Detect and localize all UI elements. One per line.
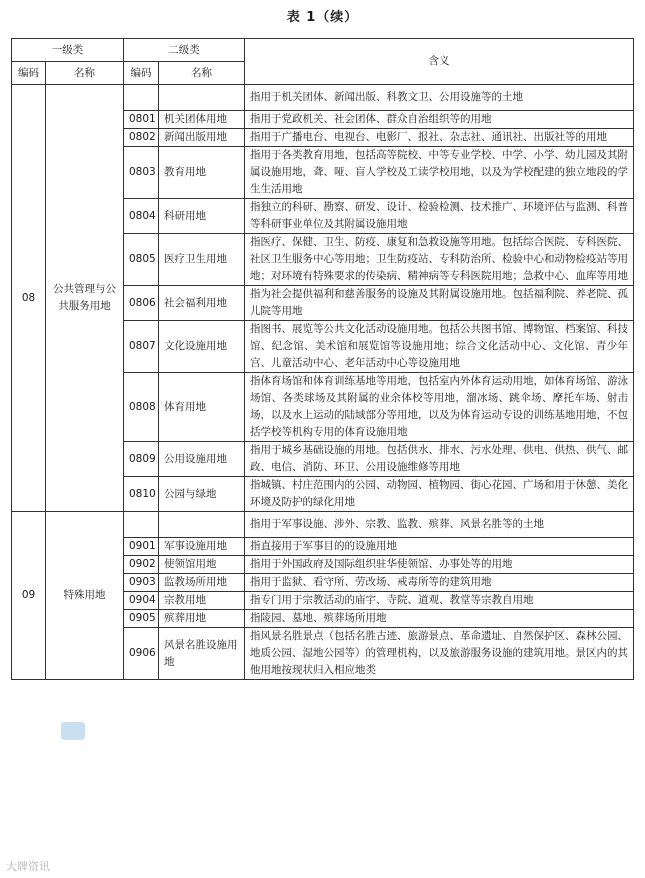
row-code: 0810 [124, 477, 159, 512]
row-code: 0903 [124, 574, 159, 592]
level1-code-header: 编码 [12, 62, 46, 85]
row-code: 0803 [124, 147, 159, 199]
row-name: 新闻出版用地 [159, 129, 245, 147]
empty-cell [124, 85, 159, 111]
row-code: 0809 [124, 442, 159, 477]
group-name-08: 公共管理与公共服务用地 [46, 85, 124, 512]
row-code: 0804 [124, 199, 159, 234]
row-desc: 指用于各类教育用地，包括高等院校、中等专业学校、中学、小学、幼儿园及其附属设施用地，聋、哑、盲人学校及工读学校用地，以及为学校配建的独立地段的学生生活用地 [245, 147, 634, 199]
meaning-header: 含义 [245, 39, 634, 85]
row-name: 风景名胜设施用地 [159, 628, 245, 680]
row-desc: 指图书、展览等公共文化活动设施用地。包括公共图书馆、博物馆、档案馆、科技馆、纪念馆、美术馆和展览馆等设施用地；综合文化活动中心、文化馆、青少年宫、儿童活动中心、老年活动中心等设施用地 [245, 321, 634, 373]
group-name-09: 特殊用地 [46, 512, 124, 680]
group-code-09: 09 [12, 512, 46, 680]
empty-cell [159, 85, 245, 111]
header-row-1 [12, 39, 634, 62]
row-desc: 指城镇、村庄范围内的公园、动物园、植物园、街心花园、广场和用于休憩、美化环境及防护的绿化用地 [245, 477, 634, 512]
row-code: 0901 [124, 538, 159, 556]
row-code: 0906 [124, 628, 159, 680]
row-name: 使领馆用地 [159, 556, 245, 574]
row-desc: 指用于广播电台、电视台、电影厂、报社、杂志社、通讯社、出版社等的用地 [245, 129, 634, 147]
group-desc-08: 指用于机关团体、新闻出版、科教文卫、公用设施等的土地 [245, 85, 634, 111]
level2-code-header: 编码 [124, 62, 159, 85]
row-name: 殡葬用地 [159, 610, 245, 628]
row-desc: 指用于外国政府及国际组织驻华使领馆、办事处等的用地 [245, 556, 634, 574]
table-caption: 表 1（续） [286, 10, 359, 25]
empty-cell [124, 512, 159, 538]
level1-header: 一级类 [12, 39, 124, 62]
row-name: 公园与绿地 [159, 477, 245, 512]
row-name: 社会福利用地 [159, 286, 245, 321]
row-code: 0802 [124, 129, 159, 147]
row-desc: 指陵园、墓地、殡葬场所用地 [245, 610, 634, 628]
row-code: 0807 [124, 321, 159, 373]
empty-cell [159, 512, 245, 538]
row-desc: 指专门用于宗教活动的庙宇、寺院、道观、教堂等宗教自用地 [245, 592, 634, 610]
group-desc-09: 指用于军事设施、涉外、宗教、监教、殡葬、风景名胜等的土地 [245, 512, 634, 538]
row-name: 科研用地 [159, 199, 245, 234]
row-desc: 指体育场馆和体育训练基地等用地，包括室内外体育运动用地，如体育场馆、游泳场馆、各类球场及其附属的业余体校等用地，溜冰场、跳伞场、摩托车场、射击场，以及水上运动的陆域部分等用地，以及为体育运动专设的训练基地用地，不包括学校等机构专用的体育设施用地 [245, 373, 634, 442]
row-code: 0806 [124, 286, 159, 321]
row-code: 0904 [124, 592, 159, 610]
row-code: 0905 [124, 610, 159, 628]
row-code: 0902 [124, 556, 159, 574]
level2-header: 二级类 [124, 39, 245, 62]
row-name: 机关团体用地 [159, 111, 245, 129]
row-name: 文化设施用地 [159, 321, 245, 373]
row-desc: 指直接用于军事目的的设施用地 [245, 538, 634, 556]
row-name: 体育用地 [159, 373, 245, 442]
group-code-08: 08 [12, 85, 46, 512]
row-desc: 指用于城乡基础设施的用地。包括供水、排水、污水处理、供电、供热、供气、邮政、电信、消防、环卫、公用设施维修等用地 [245, 442, 634, 477]
row-name: 公用设施用地 [159, 442, 245, 477]
row-name: 军事设施用地 [159, 538, 245, 556]
level1-name-header: 名称 [46, 62, 124, 85]
row-name: 监教场所用地 [159, 574, 245, 592]
row-code: 0801 [124, 111, 159, 129]
watermark-logo [61, 722, 85, 740]
row-desc: 指用于党政机关、社会团体、群众自治组织等的用地 [245, 111, 634, 129]
group-09-summary-row [12, 512, 634, 538]
row-name: 医疗卫生用地 [159, 234, 245, 286]
row-desc: 指独立的科研、勘察、研发、设计、检验检测、技术推广、环境评估与监测、科普等科研事业单位及其附属设施用地 [245, 199, 634, 234]
row-name: 宗教用地 [159, 592, 245, 610]
row-name: 教育用地 [159, 147, 245, 199]
group-08-summary-row [12, 85, 634, 111]
row-code: 0805 [124, 234, 159, 286]
land-use-classification-table [11, 38, 634, 680]
level2-name-header: 名称 [159, 62, 245, 85]
row-desc: 指用于监狱、看守所、劳改场、戒毒所等的建筑用地 [245, 574, 634, 592]
watermark-text: 大牌资讯 [6, 860, 50, 873]
row-code: 0808 [124, 373, 159, 442]
row-desc: 指医疗、保健、卫生、防疫、康复和急救设施等用地。包括综合医院、专科医院、社区卫生服务中心等用地；卫生防疫站、专科防治所、检验中心和动物检疫站等用地；对环境有特殊要求的传染病、精神病等专科医院用地；急救中心、血库等用地 [245, 234, 634, 286]
row-desc: 指风景名胜景点（包括名胜古迹、旅游景点、革命遗址、自然保护区、森林公园、地质公园、湿地公园等）的管理机构，以及旅游服务设施的建筑用地。景区内的其他用地按现状归入相应地类 [245, 628, 634, 680]
row-desc: 指为社会提供福利和慈善服务的设施及其附属设施用地。包括福利院、养老院、孤儿院等用地 [245, 286, 634, 321]
